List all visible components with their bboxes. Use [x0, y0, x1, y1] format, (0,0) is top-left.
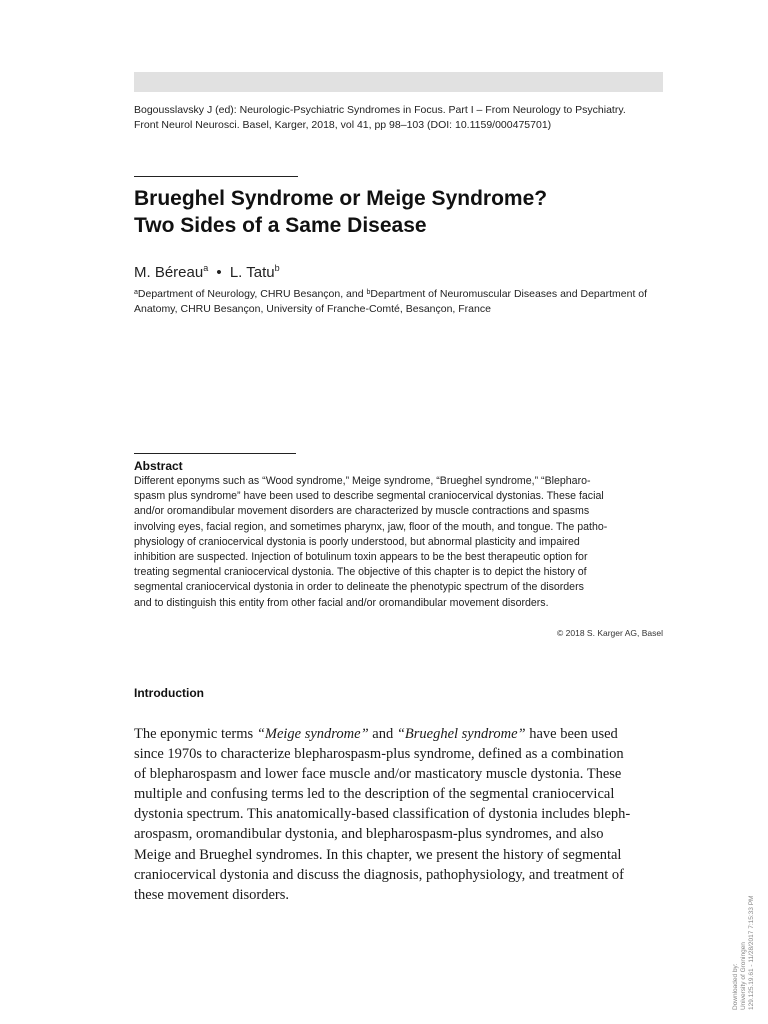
introduction-line: these movement disorders. — [134, 886, 290, 903]
italic-term: “Meige syndrome” — [256, 726, 369, 742]
abstract-heading: Abstract — [134, 459, 183, 473]
abstract-line: inhibition are suspected. Injection of botulinum toxin appears to be the best therapeutic option for — [134, 551, 588, 564]
introduction-text: The eponymic terms — [134, 726, 257, 742]
abstract-line: and to distinguish this entity from other facial and/or oromandibular movement disorders. — [134, 596, 549, 609]
abstract-line: spasm plus syndrome” have been used to describe segmental craniocervical dystonias. These facial — [134, 490, 604, 503]
affiliation-marker: b — [366, 289, 371, 296]
title-line: Two Sides of a Same Disease — [134, 214, 427, 237]
watermark-line: 129.125.19.61 - 11/28/2017 7:15:33 PM — [748, 895, 755, 1010]
italic-term: “Brueghel syndrome” — [396, 726, 526, 742]
introduction-line: of blepharospasm and lower face muscle and/or masticatory muscle dystonia. These — [134, 766, 622, 783]
header-band — [134, 72, 663, 92]
author-list — [134, 258, 280, 283]
introduction-line: arospasm, oromandibular dystonia, and blepharospasm-plus syndromes, and also — [134, 826, 604, 843]
introduction-line — [134, 724, 674, 744]
author-name: L. Tatu — [229, 264, 275, 281]
article-title — [134, 185, 694, 239]
affiliation-text: Department of Neuromuscular Diseases and Department of — [370, 288, 648, 300]
introduction-text: have been used — [525, 726, 618, 742]
abstract-line: treating segmental craniocervical dystonia. The objective of this chapter is to depict the history of — [134, 566, 587, 579]
author-name: M. Béreau — [134, 264, 204, 281]
introduction-line: dystonia spectrum. This anatomically-based classification of dystonia includes bleph- — [134, 806, 631, 823]
introduction-line: Meige and Brueghel syndromes. In this chapter, we present the history of segmental — [134, 846, 622, 863]
citation-line: Bogousslavsky J (ed): Neurologic-Psychiatric Syndromes in Focus. Part I – From Neurology to Psychiatry. — [134, 104, 626, 116]
affiliation-text: Anatomy, CHRU Besançon, University of Franche-Comté, Besançon, France — [134, 302, 491, 315]
abstract-line: segmental craniocervical dystonia in order to delineate the phenotypic spectrum of the disorders — [134, 581, 584, 594]
download-watermark — [732, 896, 756, 1010]
abstract-line: involving eyes, facial region, and sometimes pharynx, jaw, floor of the mouth, and tongue. The patho- — [134, 520, 608, 533]
author-separator: • — [216, 264, 222, 281]
abstract-line: and/or oromandibular movement disorders are characterized by muscle contractions and spasms — [134, 505, 590, 518]
affiliation-marker: a — [134, 289, 138, 296]
introduction-line: multiple and confusing terms led to the description of the segmental craniocervical — [134, 786, 615, 803]
introduction-heading: Introduction — [134, 686, 204, 700]
author-affiliation-marker: a — [203, 263, 209, 273]
citation — [134, 103, 674, 133]
introduction-text: and — [368, 726, 397, 742]
abstract-line: physiology of craniocervical dystonia is poorly understood, but abnormal plasticity and impaired — [134, 535, 580, 548]
abstract-line: Different eponyms such as “Wood syndrome,” Meige syndrome, “Brueghel syndrome,” “Blepharo- — [134, 475, 591, 487]
citation-line: Front Neurol Neurosci. Basel, Karger, 2018, vol 41, pp 98–103 (DOI: 10.1159/000475701) — [134, 119, 552, 131]
introduction-line: craniocervical dystonia and discuss the diagnosis, pathophysiology, and treatment of — [134, 866, 624, 883]
title-divider — [134, 176, 298, 177]
watermark-line: Downloaded by: — [732, 963, 739, 1010]
abstract-body — [134, 474, 664, 611]
affiliations — [134, 286, 674, 316]
author-affiliation-marker: b — [274, 263, 280, 273]
introduction-line: since 1970s to characterize blepharospasm-plus syndrome, defined as a combination — [134, 746, 624, 763]
introduction-body — [134, 724, 674, 905]
watermark-line: University of Groningen — [740, 942, 747, 1010]
affiliation-text: Department of Neurology, CHRU Besançon, and — [137, 288, 367, 300]
copyright-notice: © 2018 S. Karger AG, Basel — [557, 628, 663, 638]
abstract-divider — [134, 453, 296, 454]
title-line: Brueghel Syndrome or Meige Syndrome? — [134, 187, 548, 210]
